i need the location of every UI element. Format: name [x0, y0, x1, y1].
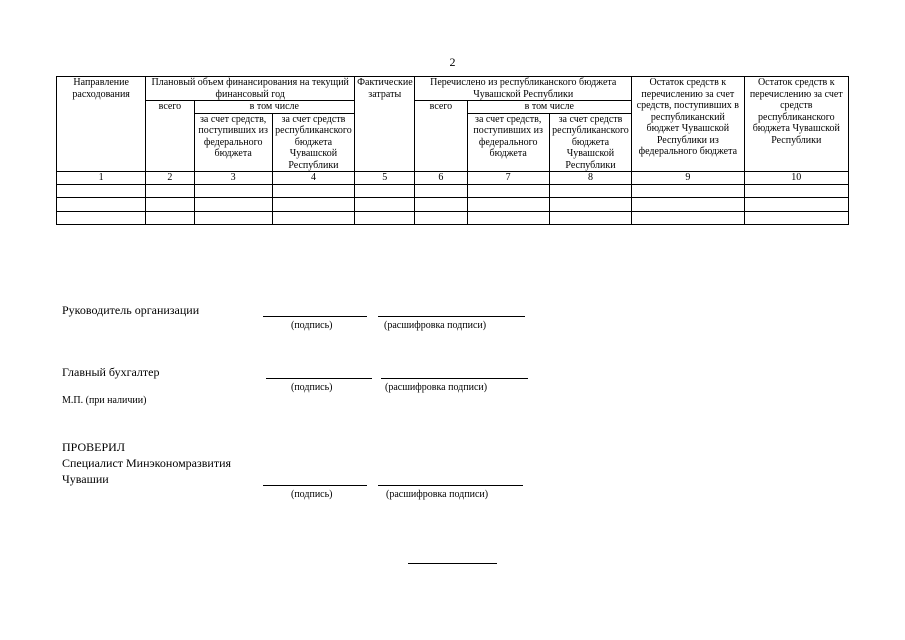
table-cell[interactable]	[415, 211, 467, 225]
header-transferred-federal: за счет средств, поступивших из федерального бюджета	[467, 113, 549, 172]
table-cell[interactable]	[194, 198, 272, 212]
table-cell[interactable]	[272, 198, 354, 212]
table-cell[interactable]	[467, 211, 549, 225]
accountant-decode-caption: (расшифровка подписи)	[385, 382, 488, 393]
accountant-label: Главный бухгалтер	[62, 365, 160, 379]
checked-sign-caption: (подпись)	[291, 489, 333, 500]
header-remainder-republic: Остаток средств к перечислению за счет средств республиканского бюджета Чувашской Республики	[744, 77, 848, 172]
table-cell[interactable]	[355, 211, 415, 225]
column-number: 5	[355, 172, 415, 185]
column-number: 6	[415, 172, 467, 185]
page-number: 2	[449, 55, 456, 69]
header-planned-federal: за счет средств, поступивших из федерального бюджета	[194, 113, 272, 172]
header-actual: Фактические затраты	[355, 77, 415, 172]
table-cell[interactable]	[272, 211, 354, 225]
table-cell[interactable]	[415, 198, 467, 212]
checked-decode-caption: (расшифровка подписи)	[386, 489, 489, 500]
header-transferred-republic: за счет средств республиканского бюджета Чувашской Республики	[549, 113, 631, 172]
header-planned-total: всего	[146, 101, 194, 172]
table-cell[interactable]	[57, 198, 146, 212]
stamp-label: М.П. (при наличии)	[62, 395, 147, 406]
table-cell[interactable]	[194, 184, 272, 198]
table-cell[interactable]	[146, 184, 194, 198]
specialist-label: Специалист Минэкономразвития	[62, 456, 232, 470]
accountant-signature-line[interactable]	[266, 378, 372, 379]
table-cell[interactable]	[146, 198, 194, 212]
head-sign-caption: (подпись)	[291, 320, 333, 331]
table-cell[interactable]	[467, 184, 549, 198]
column-number-row	[57, 172, 849, 185]
table-cell[interactable]	[194, 211, 272, 225]
table-cell[interactable]	[57, 211, 146, 225]
column-number: 4	[272, 172, 354, 185]
column-number: 1	[57, 172, 146, 185]
table-cell[interactable]	[272, 184, 354, 198]
table-cell[interactable]	[632, 184, 744, 198]
table-cell[interactable]	[57, 184, 146, 198]
header-planned: Плановый объем финансирования на текущий финансовый год	[146, 77, 355, 101]
table-cell[interactable]	[744, 184, 848, 198]
accountant-sign-caption: (подпись)	[291, 382, 333, 393]
head-signature-line[interactable]	[263, 316, 367, 317]
column-number: 9	[632, 172, 744, 185]
table-cell[interactable]	[549, 198, 631, 212]
table-cell[interactable]	[415, 184, 467, 198]
table-cell[interactable]	[549, 211, 631, 225]
report-table	[56, 76, 849, 225]
accountant-decode-line[interactable]	[381, 378, 528, 379]
head-label: Руководитель организации	[62, 303, 200, 317]
table-cell[interactable]	[467, 198, 549, 212]
header-transferred-including: в том числе	[467, 101, 632, 114]
checked-label: ПРОВЕРИЛ	[62, 440, 125, 454]
head-decode-caption: (расшифровка подписи)	[384, 320, 487, 331]
header-planned-including: в том числе	[194, 101, 355, 114]
head-decode-line[interactable]	[378, 316, 525, 317]
table-cell[interactable]	[632, 198, 744, 212]
checked-signature-line[interactable]	[263, 485, 367, 486]
header-transferred: Перечислено из республиканского бюджета Чувашской Республики	[415, 77, 632, 101]
table-cell[interactable]	[355, 184, 415, 198]
table-cell[interactable]	[146, 211, 194, 225]
table-row	[57, 211, 849, 225]
column-number: 2	[146, 172, 194, 185]
checked-decode-line[interactable]	[378, 485, 523, 486]
table-cell[interactable]	[632, 211, 744, 225]
region-label: Чувашии	[62, 472, 109, 486]
column-number: 3	[194, 172, 272, 185]
header-transferred-total: всего	[415, 101, 467, 172]
table-cell[interactable]	[744, 211, 848, 225]
column-number: 10	[744, 172, 848, 185]
header-planned-republic: за счет средств республиканского бюджета Чувашской Республики	[272, 113, 354, 172]
footer-separator	[408, 563, 497, 564]
column-number: 8	[549, 172, 631, 185]
table-cell[interactable]	[744, 198, 848, 212]
table-row	[57, 198, 849, 212]
header-remainder-federal: Остаток средств к перечислению за счет средств, поступивших в республиканский бюджет Чувашской Республики из федерального бюджета	[632, 77, 744, 172]
header-direction: Направление расходования	[57, 77, 146, 172]
table-row	[57, 184, 849, 198]
table-cell[interactable]	[549, 184, 631, 198]
table-cell[interactable]	[355, 198, 415, 212]
column-number: 7	[467, 172, 549, 185]
